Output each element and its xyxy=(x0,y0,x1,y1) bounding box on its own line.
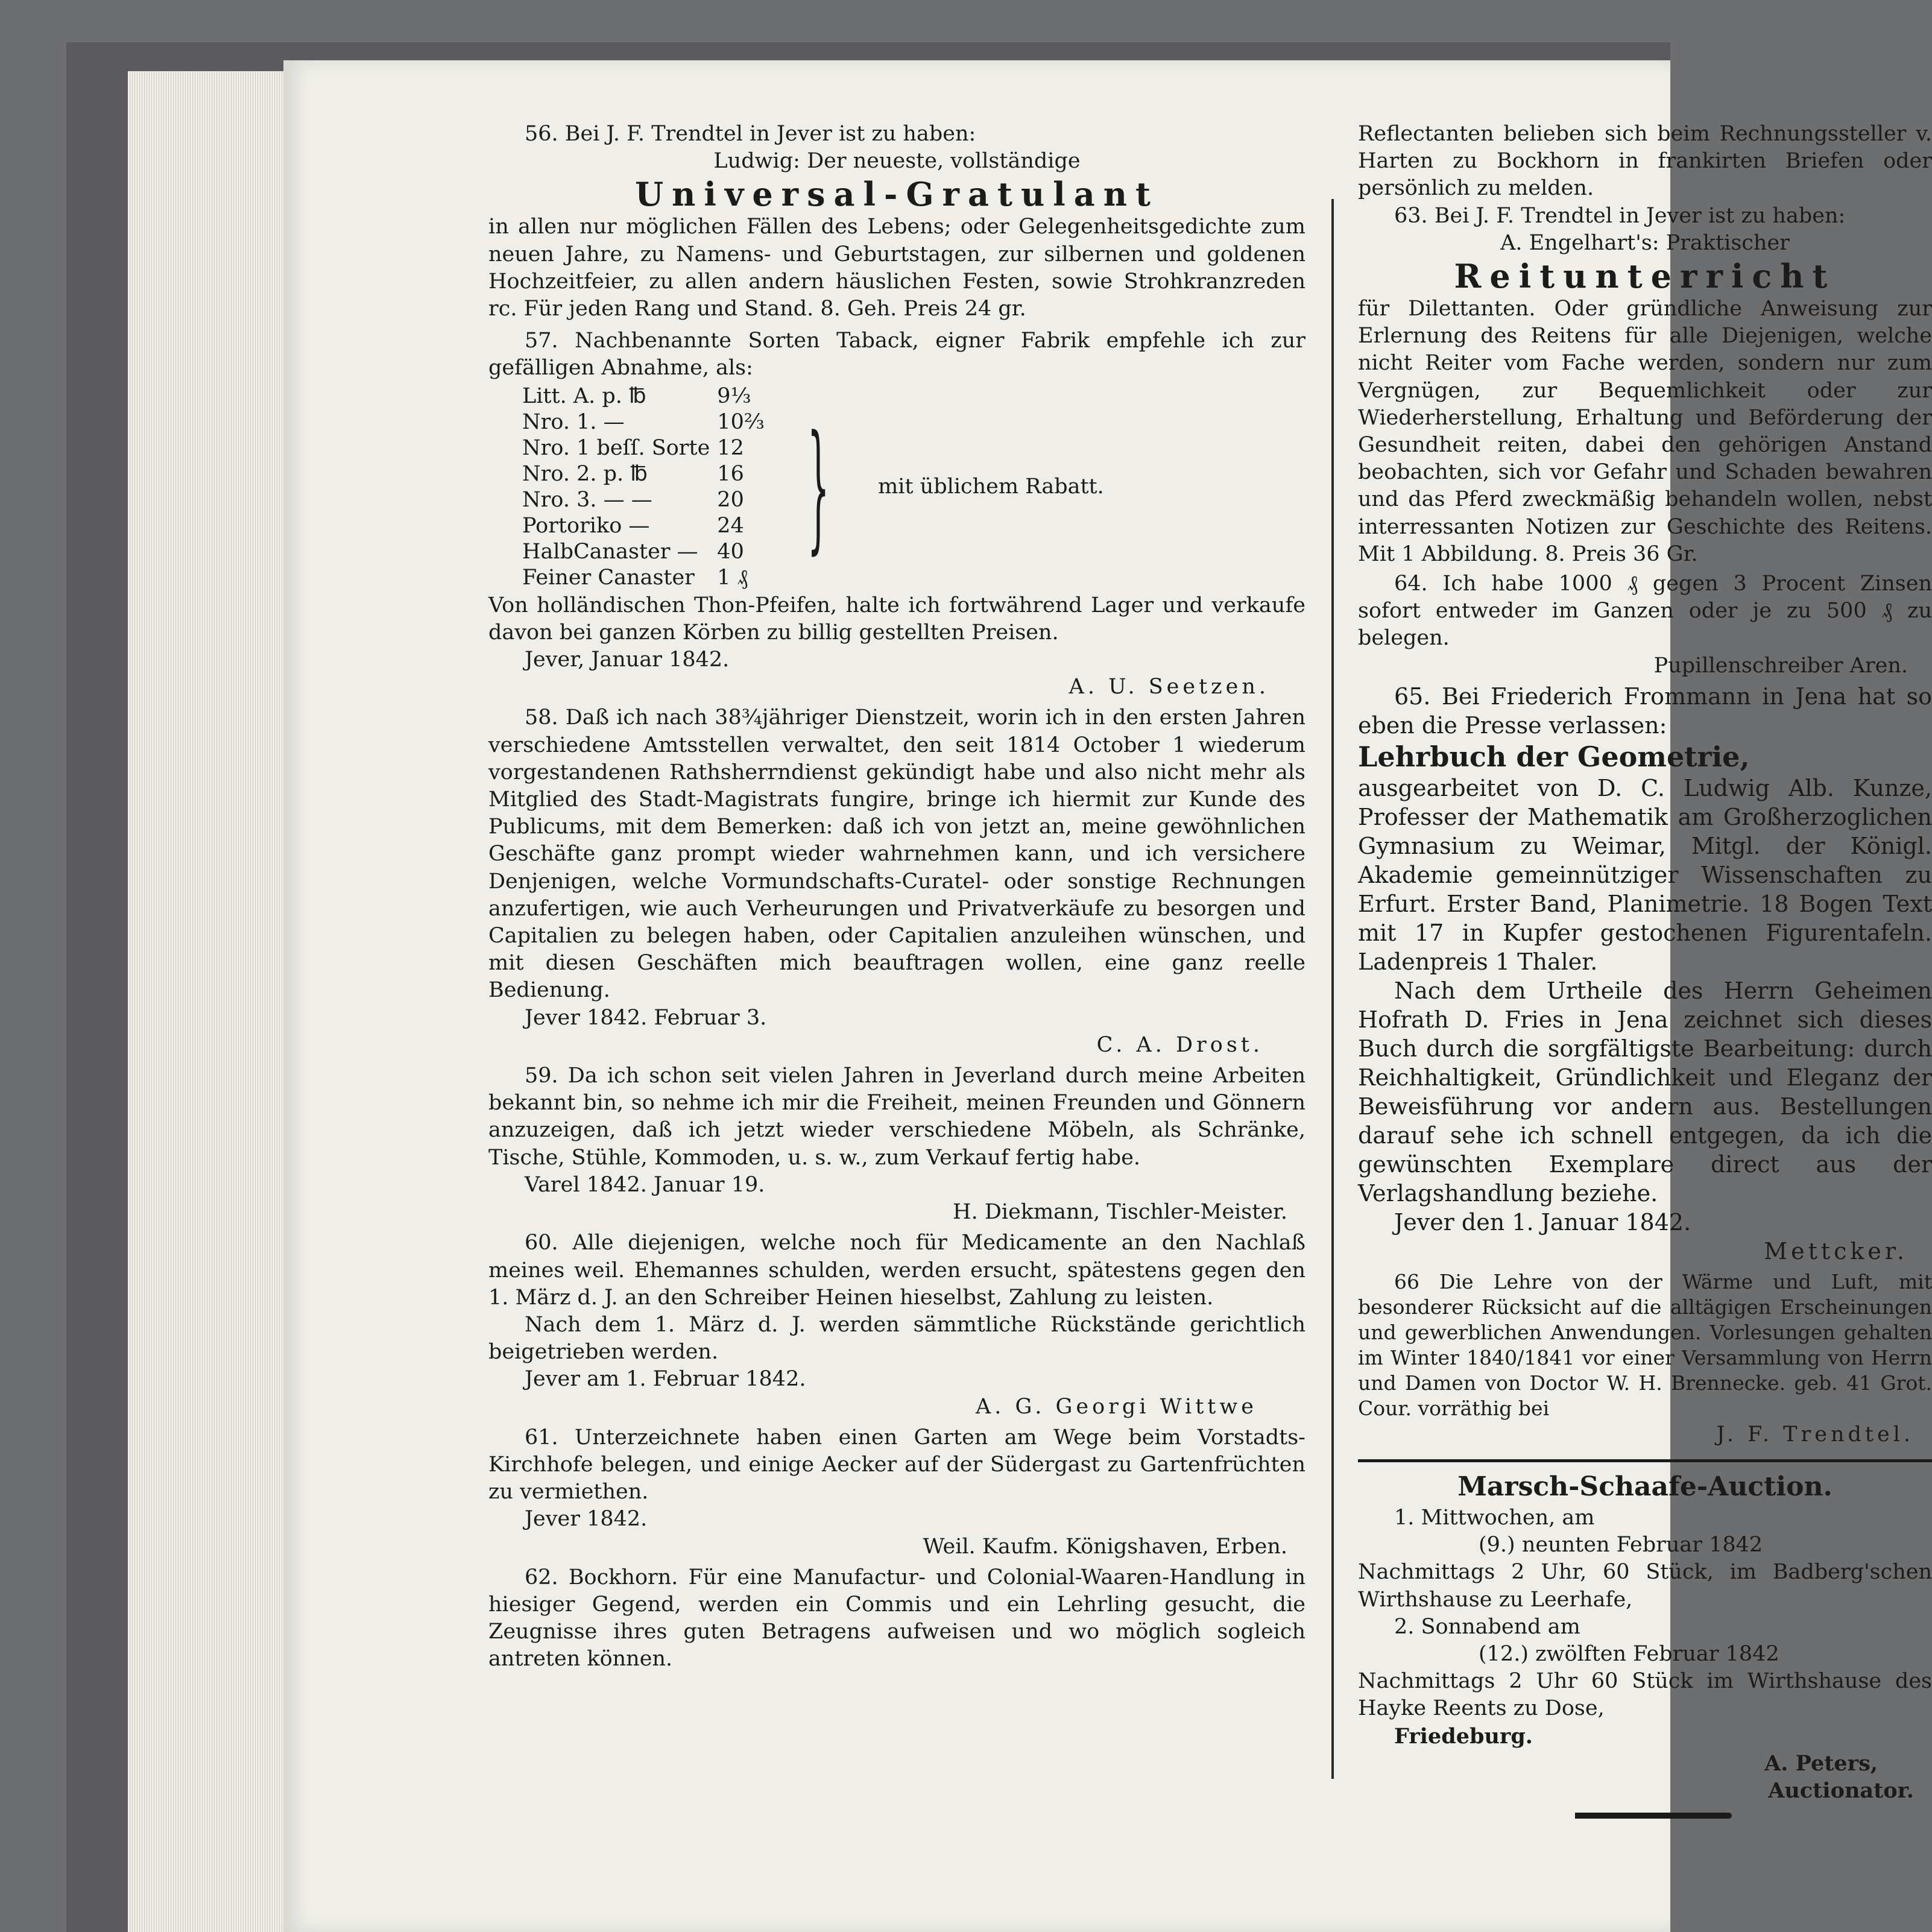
notice-56-title: Universal-Gratulant xyxy=(635,175,1159,214)
auction-item2-date: (12.) zwölften Februar 1842 xyxy=(1479,1642,1779,1667)
tobacco-name: HalbCanaster — xyxy=(522,539,698,564)
notice-59-body: 59. Da ich schon seit vielen Jahren in Jeverland durch meine Arbeiten bekannt bin, so nehme ich mir die Freiheit, meinen Freunden und Gönnern anzuzeigen, daß ich jetzt wieder verschiedene Möbeln, als Schränke, Tische, Stühle, Kommoden, u. s. w., zum Verkauf fertig habe. xyxy=(488,1064,1305,1170)
notice-61 xyxy=(488,1424,1305,1561)
notice-65-date: Jever den 1. Januar 1842. xyxy=(1394,1208,1691,1236)
notice-58-date: Jever 1842. Februar 3. xyxy=(525,1005,767,1030)
tobacco-table xyxy=(519,384,768,591)
table-row xyxy=(519,435,768,461)
auction-item1-detail: Nachmittags 2 Uhr, 60 Stück, im Badberg'schen Wirthshause zu Leerhafe, xyxy=(1358,1560,1932,1612)
notice-62 xyxy=(488,1564,1305,1673)
notice-65-title: Lehrbuch der Geometrie, xyxy=(1358,740,1750,773)
notice-65-line1: 65. Bei Friederich Frommann in Jena hat so eben die Presse verlassen: xyxy=(1358,683,1932,739)
notice-60-body: 60. Alle diejenigen, welche noch für Medicamente an den Nachlaß meines weil. Ehemannes schulden, werden ersucht, spätestens gegen den 1. März d. J. an den Schreiber Heinen hieselbst, Zahlung zu leisten. xyxy=(488,1231,1305,1310)
notice-63-body: für Dilettanten. Oder gründliche Anweisung zur Erlernung des Reitens für alle Diejenigen, welche nicht Reiter vom Fache werden, sondern nur zum Vergnügen, zur Bequemlichkeit oder zur Wiederherstellung, Erhaltung und Beförderung der Gesundheit reiten, dabei den gehörigen Anstand beobachten, sich vor Gefahr und Schaden bewahren und das Pferd zweckmäßig behandeln wollen, nebst interressanten Notizen zur Geschichte des Reitens. Mit 1 Abbildung. 8. Preis 36 Gr. xyxy=(1358,297,1932,566)
tobacco-price-list xyxy=(519,384,1305,591)
notice-66-sign: J. F. Trendtel. xyxy=(1716,1422,1914,1447)
notice-65-body: ausgearbeitet von D. C. Ludwig Alb. Kunze, Professer der Mathematik am Großherzoglichen Gymnasium zu Weimar, Mitgl. der Königl. Akademie gemeinnütziger Wissenschaften zu Erfurt. Erster Band, Planimetrie. 18 Bogen Text mit 17 in Kupfer gestochenen Figurentafeln. Ladenpreis 1 Thaler. xyxy=(1358,774,1932,975)
notice-57 xyxy=(488,327,1305,701)
tobacco-price: 24 xyxy=(717,513,744,538)
table-row xyxy=(519,384,768,409)
notice-57-after: Von holländischen Thon-Pfeifen, halte ich fortwährend Lager und verkaufe davon bei ganzen Körben zu billig gestellten Preisen. xyxy=(488,593,1305,645)
auction-notice xyxy=(1358,1470,1932,1819)
tobacco-price: 10⅔ xyxy=(717,409,765,434)
notice-61-body: 61. Unterzeichnete haben einen Garten am Wege beim Vorstadts-Kirchhofe belegen, und einige Aecker auf der Südergast zu Gartenfrüchten zu vermiethen. xyxy=(488,1425,1305,1504)
auction-sign-name: A. Peters, xyxy=(1764,1750,1878,1776)
auction-place: Friedeburg. xyxy=(1394,1723,1533,1749)
notice-57-intro: 57. Nachbenannte Sorten Taback, eigner Fabrik empfehle ich zur gefälligen Abnahme, als: xyxy=(488,329,1305,380)
notice-57-sign: A. U. Seetzen. xyxy=(1069,675,1269,699)
notice-63 xyxy=(1358,203,1932,568)
notice-64 xyxy=(1358,570,1932,680)
notice-64-body: 64. Ich habe 1000 ₰ gegen 3 Procent Zinsen sofort entweder im Ganzen oder je zu 500 ₰ zu belegen. xyxy=(1358,572,1932,651)
auction-item1-date: (9.) neunten Februar 1842 xyxy=(1479,1533,1763,1558)
notice-59 xyxy=(488,1062,1305,1226)
auction-item1-day: 1. Mittwochen, am xyxy=(1394,1506,1595,1530)
notice-60-body2: Nach dem 1. März d. J. werden sämmtliche Rückstände gerichtlich beigetrieben werden. xyxy=(488,1312,1305,1365)
tobacco-price: 1 ₰ xyxy=(717,565,748,590)
auction-item2-detail: Nachmittags 2 Uhr 60 Stück im Wirthshause des Hayke Reents zu Dose, xyxy=(1358,1669,1932,1721)
closing-rule xyxy=(1575,1813,1732,1819)
tobacco-name: Feiner Canaster xyxy=(522,565,695,590)
book-page xyxy=(283,60,1932,1932)
tobacco-price: 12 xyxy=(717,435,744,460)
notice-62-continued: Reflectanten belieben sich beim Rechnungssteller v. Harten zu Bockhorn in frankirten Briefen oder persönlich zu melden. xyxy=(1358,122,1932,201)
auction-title: Marsch-Schaafe-Auction. xyxy=(1457,1471,1833,1503)
notice-61-sign: Weil. Kaufm. Königshaven, Erben. xyxy=(923,1534,1287,1559)
tobacco-name: Nro. 2. p. ℔ xyxy=(522,461,648,486)
notice-61-date: Jever 1842. xyxy=(525,1507,648,1532)
tobacco-price: 20 xyxy=(717,487,744,512)
table-row xyxy=(519,565,768,591)
table-row xyxy=(519,513,768,539)
right-column xyxy=(1358,121,1932,1819)
table-row xyxy=(519,539,768,565)
tobacco-name: Portoriko — xyxy=(522,513,650,538)
tobacco-name: Litt. A. p. ℔ xyxy=(522,384,646,408)
notice-63-line1: 63. Bei J. F. Trendtel in Jever ist zu haben: xyxy=(1394,203,1846,228)
notice-65-body2: Nach dem Urtheile des Herrn Geheimen Hofrath D. Fries in Jena zeichnet sich dieses Buch durch die sorgfältigste Bearbeitung: durch Reichhaltigkeit, Gründlichkeit und Eleganz der Beweisführung vor andern aus. Bestellungen darauf sehe ich schnell entgegen, da ich die gewünschten Exemplare direct aus der Verlagshandlung beziehe. xyxy=(1358,977,1932,1207)
column-divider xyxy=(1331,199,1334,1779)
tobacco-name: Nro. 1. — xyxy=(522,409,625,434)
notice-60 xyxy=(488,1230,1305,1420)
notice-58 xyxy=(488,704,1305,1059)
notice-58-sign: C. A. Drost. xyxy=(1096,1032,1263,1057)
notice-65 xyxy=(1358,682,1932,1266)
left-column xyxy=(488,121,1305,1673)
page-edges xyxy=(128,71,283,1932)
notice-56-line2: Ludwig: Der neueste, vollständige xyxy=(713,149,1081,174)
tobacco-price: 40 xyxy=(717,539,744,564)
notice-59-date: Varel 1842. Januar 19. xyxy=(525,1172,765,1197)
notice-66-body: 66 Die Lehre von der Wärme und Luft, mit besonderer Rücksicht auf die alltägigen Erscheinungen und gewerblichen Anwendungen. Vorlesungen gehalten im Winter 1840/1841 vor einer Versammlung von Herrn und Damen von Doctor W. H. Brennecke. geb. 41 Grot. Cour. vorräthig bei xyxy=(1358,1269,1932,1420)
notice-58-body: 58. Daß ich nach 38¾jähriger Dienstzeit, worin ich in den ersten Jahren verschiedene Amtsstellen verwaltet, den seit 1814 October 1 wiederum vorgestandenen Rathsherrndienst gekündigt habe und also nicht mehr als Mitglied des Stadt-Magistrats fungire, bringe ich hiermit zur Kunde des Publicums, mit dem Bemerken: daß ich von jetzt an, meine gewöhnlichen Geschäfte ganz prompt wieder wahrnehmen kann, und ich versichere Denjenigen, welche Vormundschafts-Curatel- oder sonstige Rechnungen anzufertigen, wie auch Verheurungen und Privatverkäufe zu besorgen und Capitalien zu belegen haben, oder Capitalien anzuleihen wünschen, und mit diesen Geschäften mich beauftragen wollen, eine ganz reelle Bedienung. xyxy=(488,706,1305,1003)
table-row xyxy=(519,487,768,513)
brace-icon: } xyxy=(807,406,830,567)
notice-56 xyxy=(488,121,1305,323)
auction-item2-day: 2. Sonnabend am xyxy=(1394,1614,1580,1639)
notice-59-sign: H. Diekmann, Tischler-Meister. xyxy=(953,1200,1287,1225)
tobacco-name: Nro. 3. — — xyxy=(522,487,652,512)
notice-62-body: 62. Bockhorn. Für eine Manufactur- und Colonial-Waaren-Handlung in hiesiger Gegend, werden ein Commis und ein Lehrling gesucht, die Zeugnisse ihres guten Betragens aufweisen und wo möglich sogleich antreten können. xyxy=(488,1565,1305,1672)
notice-66 xyxy=(1358,1269,1932,1448)
auction-sign-role: Auctionator. xyxy=(1768,1778,1914,1804)
notice-64-sign: Pupillenschreiber Aren. xyxy=(1653,653,1908,678)
notice-65-sign: Mettcker. xyxy=(1764,1237,1908,1264)
table-row xyxy=(519,409,768,435)
separator-rule xyxy=(1358,1459,1932,1462)
notice-56-line1: 56. Bei J. F. Trendtel in Jever ist zu haben: xyxy=(525,122,976,146)
notice-56-body: in allen nur möglichen Fällen des Lebens; oder Gelegenheitsgedichte zum neuen Jahre, zu Namens- und Geburtstagen, zur silbernen und goldenen Hochzeitfeier, zu allen andern häuslichen Festen, sowie Strohkranzreden rc. Für jeden Rang und Stand. 8. Geh. Preis 24 gr. xyxy=(488,215,1305,321)
notice-57-date: Jever, Januar 1842. xyxy=(525,648,730,672)
notice-60-date: Jever am 1. Februar 1842. xyxy=(525,1367,806,1392)
tobacco-rabatt: mit üblichem Rabatt. xyxy=(878,475,1104,499)
notice-63-line2: A. Engelhart's: Praktischer xyxy=(1500,230,1790,255)
notice-60-sign: A. G. Georgi Wittwe xyxy=(975,1394,1257,1419)
tobacco-price: 16 xyxy=(717,461,744,486)
tobacco-name: Nro. 1 beſſ. Sorte xyxy=(522,435,710,460)
table-row xyxy=(519,461,768,487)
tobacco-price: 9⅓ xyxy=(717,384,751,408)
notice-63-title: Reitunterricht xyxy=(1454,257,1836,296)
